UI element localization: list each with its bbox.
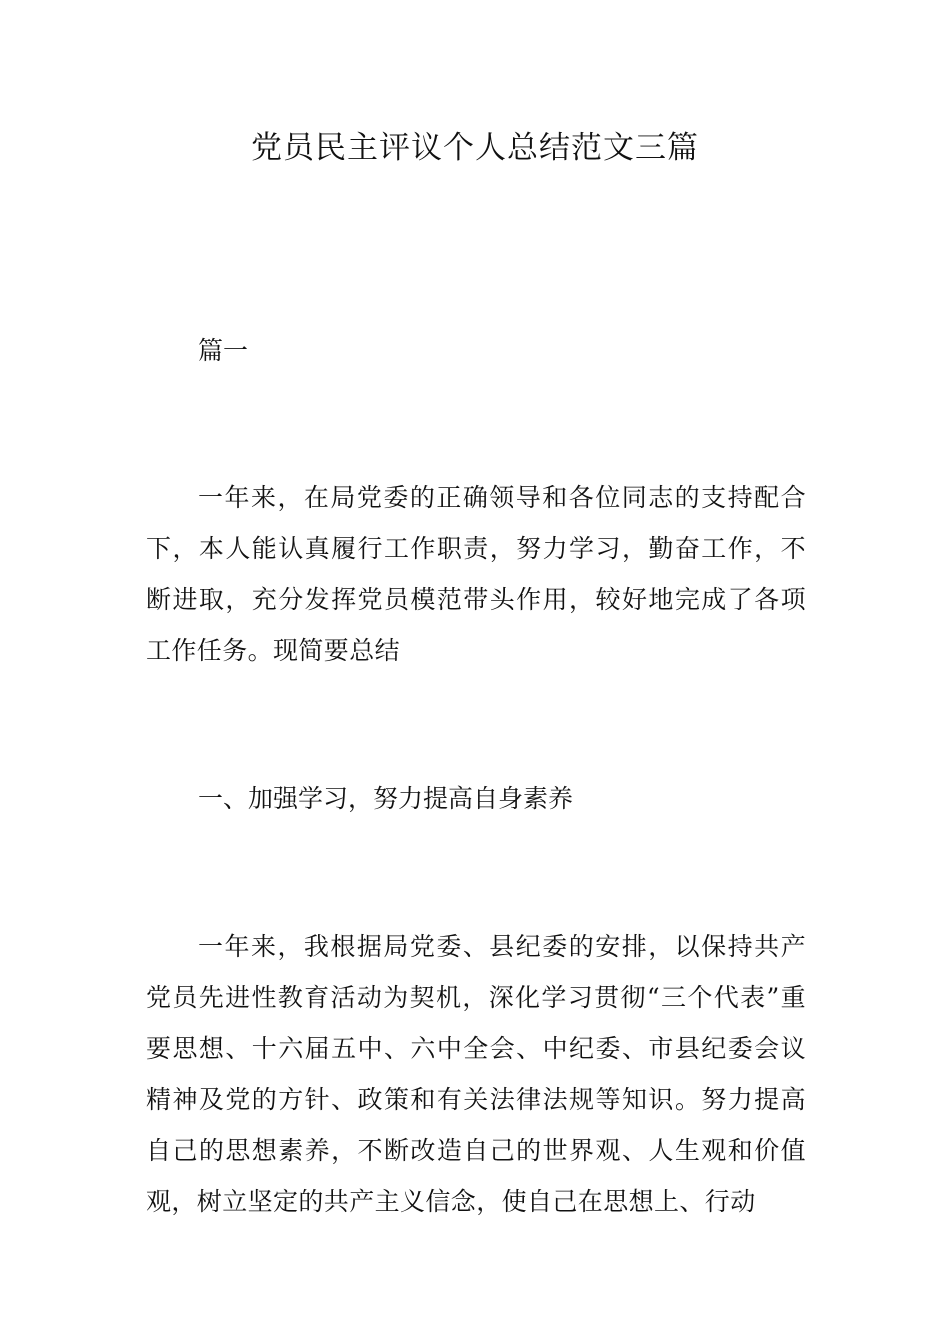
paragraph-study: 一年来，我根据局党委、县纪委的安排，以保持共产党员先进性教育活动为契机，深化学习贯彻“三个代表”重要思想、十六届五中、六中全会、中纪委、市县纪委会议精神及党的方针、政策和有关法律法规等知识。努力提高自己的思想素养，不断改造自己的世界观、人生观和价值观，树立坚定的共产主义信念，使自己在思想上、行动 <box>146 932 806 1216</box>
document-title: 党员民主评议个人总结范文三篇 <box>251 130 699 166</box>
paragraph-intro: 一年来，在局党委的正确领导和各位同志的支持配合下，本人能认真履行工作职责，努力学习，勤奋工作，不断进取，充分发挥党员模范带头作用，较好地完成了各项工作任务。现简要总结 <box>146 483 806 665</box>
section-heading: 一、加强学习，努力提高自身素养 <box>198 784 574 813</box>
section-label: 篇一 <box>198 336 249 365</box>
